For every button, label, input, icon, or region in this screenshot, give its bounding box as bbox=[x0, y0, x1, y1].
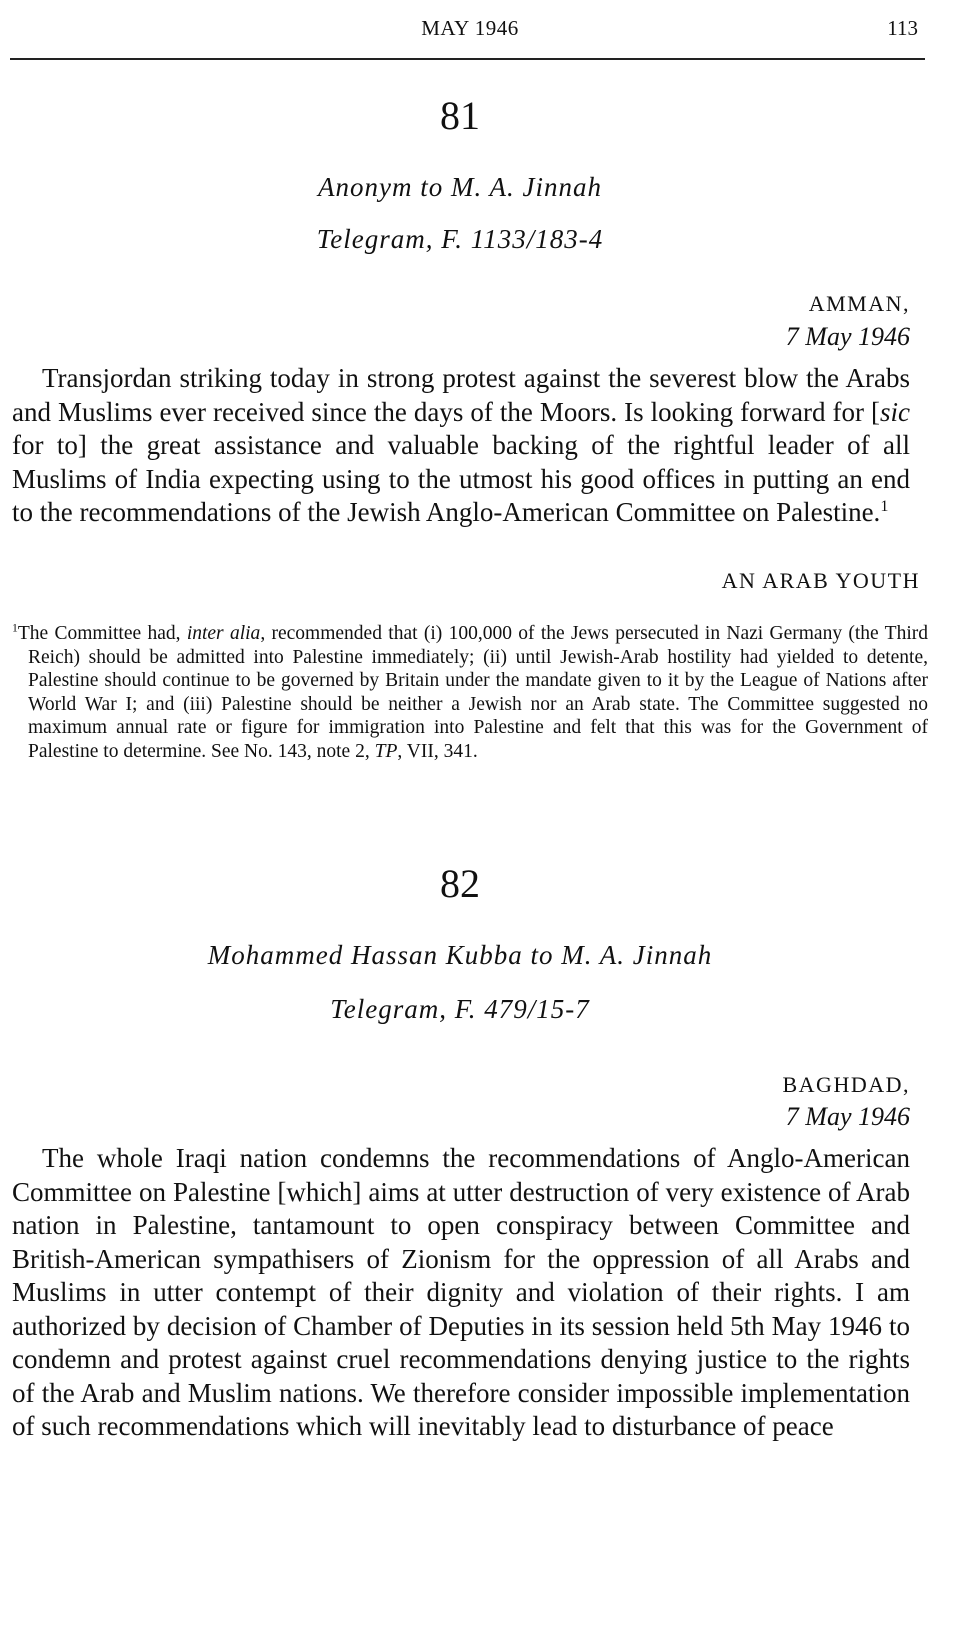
document-title-81: Anonym to M. A. Jinnah bbox=[318, 172, 602, 202]
footnote-text: The Committee had, bbox=[17, 623, 187, 644]
signature: AN ARAB YOUTH bbox=[721, 568, 920, 593]
body-text-part: for to] the great assistance and valuable backing of the rightful leader of all Muslims of India expecting using to the utmost his good offices in putting an end to the recommendations of the Jewish Anglo-American Committee on Palestine. bbox=[12, 430, 910, 527]
document-body-81 bbox=[12, 362, 910, 530]
document-date-82: 7 May 1946 bbox=[785, 1102, 910, 1131]
running-title: MAY 1946 bbox=[421, 16, 519, 40]
document-reference-81: Telegram, F. 1133/183-4 bbox=[316, 224, 604, 254]
running-header bbox=[0, 10, 968, 46]
body-text-part: The whole Iraqi nation condemns the recommendations of Anglo-American Committee on Palestine [which] aims at utter destruction of very existence of Arab nation in Palestine, tantamount to open conspiracy between Committee and British-American sympathisers of Zionism for the oppression of all Arabs and Muslims in utter contempt of their dignity and violation of their rights. I am authorized by decision of Chamber of Deputies in its session held 5th May 1946 to condemn and protest against cruel recommendations denying justice to the rights of the Arab and Muslim nations. We therefore consider impossible implementation of such recommendations which will inevitably lead to disturbance of peace bbox=[12, 1143, 910, 1441]
sic-marker: sic bbox=[880, 396, 910, 427]
document-place-81: AMMAN, bbox=[808, 291, 910, 316]
document-number-82: 82 bbox=[440, 861, 480, 906]
footnote-italic: inter alia bbox=[186, 623, 261, 644]
document-title-82: Mohammed Hassan Kubba to M. A. Jinnah bbox=[207, 940, 713, 970]
footnote-text: , VII, 341. bbox=[397, 740, 478, 762]
document-place-82: BAGHDAD, bbox=[782, 1072, 910, 1097]
page-number: 113 bbox=[887, 16, 918, 40]
footnote bbox=[12, 622, 928, 763]
body-text-part: Transjordan striking today in strong protest against the severest blow the Arabs and Muslims ever received since the days of the Moors. Is looking forward for [ bbox=[12, 363, 910, 427]
footnote-text: , recommended that (i) 100,000 of the Jews persecuted in Nazi Germany (the Third Reich) should be admitted into Palestine immediately; (ii) until Jewish-Arab hostility had yielded to detente, Palestine should continue to be governed by Britain under the mandate given to it by the League of Nations after World War I; and (iii) Palestine should be neither a Jewish nor an Arab state. The Committee suggested no maximum annual rate or figure for immigration into Palestine and felt that this was for the Government of Palestine to determine. See No. 143, note 2, bbox=[28, 623, 928, 762]
footnote-marker: 1 bbox=[12, 621, 18, 635]
document-number-81: 81 bbox=[440, 93, 480, 138]
header-rule bbox=[10, 58, 925, 60]
footnote-italic: TP bbox=[374, 740, 398, 762]
document-body-82 bbox=[12, 1142, 910, 1444]
document-date-81: 7 May 1946 bbox=[785, 322, 910, 351]
footnote-reference: 1 bbox=[880, 497, 889, 515]
document-reference-82: Telegram, F. 479/15-7 bbox=[330, 994, 590, 1024]
